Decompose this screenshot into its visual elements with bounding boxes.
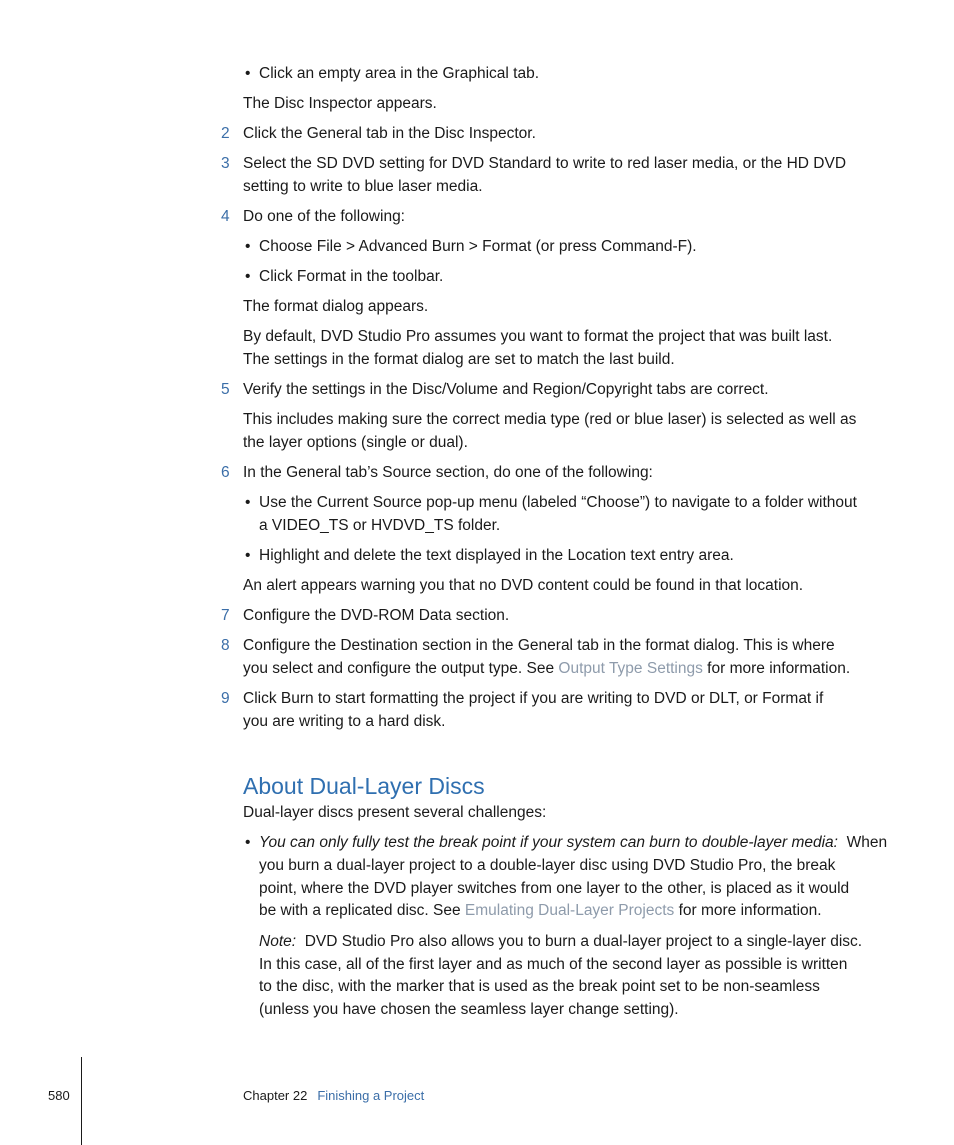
- step7-text: Configure the DVD-ROM Data section.: [243, 607, 510, 624]
- bullet-marker: •: [245, 268, 251, 285]
- step4-bullet: Choose File > Advanced Burn > Format (or press Command-F).: [259, 238, 697, 255]
- chapter-label: Chapter 22: [243, 1088, 308, 1103]
- section-bullet: you burn a dual-layer project to a double-layer disc using DVD Studio Pro, the break: [259, 857, 836, 874]
- section-intro: Dual-layer discs present several challenges:: [243, 804, 547, 821]
- step1-bullet: Click an empty area in the Graphical tab.: [259, 65, 539, 82]
- footer-chapter: [243, 1087, 424, 1105]
- section-bullet-italic: You can only fully test the break point if your system can burn to double-layer media:: [259, 834, 838, 851]
- step6-bullet: Use the Current Source pop-up menu (labeled “Choose”) to navigate to a folder without: [259, 494, 857, 511]
- note-text: In this case, all of the first layer and as much of the second layer as possible is written: [259, 956, 848, 973]
- emulating-dual-layer-link[interactable]: Emulating Dual-Layer Projects: [464, 902, 675, 919]
- step5-note: the layer options (single or dual).: [243, 434, 468, 451]
- bullet-marker: •: [245, 547, 251, 564]
- section-bullet-pre: be with a replicated disc. See: [259, 902, 465, 919]
- section-bullet: [259, 899, 822, 922]
- step-number: 6: [221, 464, 230, 481]
- note-text: DVD Studio Pro also allows you to burn a dual-layer project to a single-layer disc.: [304, 933, 863, 950]
- step5-text: Verify the settings in the Disc/Volume and Region/Copyright tabs are correct.: [243, 381, 769, 398]
- step5-note: This includes making sure the correct media type (red or blue laser) is selected as well as: [243, 411, 857, 428]
- step9-text: Click Burn to start formatting the project if you are writing to DVD or DLT, or Format if: [243, 690, 824, 707]
- step3-text: setting to write to blue laser media.: [243, 178, 483, 195]
- step-number: 3: [221, 155, 230, 172]
- step8-text: Configure the Destination section in the General tab in the format dialog. This is where: [243, 637, 835, 654]
- section-bullet-post: for more information.: [674, 902, 822, 919]
- step6-bullet: Highlight and delete the text displayed in the Location text entry area.: [259, 547, 734, 564]
- step-number: 8: [221, 637, 230, 654]
- note-text: to the disc, with the marker that is used as the break point set to be non-seamless: [259, 978, 820, 995]
- step8-text-post: for more information.: [702, 660, 851, 677]
- step8-text: [243, 657, 850, 680]
- step4-note: By default, DVD Studio Pro assumes you want to format the project that was built last.: [243, 328, 833, 345]
- step6-bullet: a VIDEO_TS or HVDVD_TS folder.: [259, 517, 501, 534]
- step4-note: The settings in the format dialog are set to match the last build.: [243, 351, 675, 368]
- step4-text: Do one of the following:: [243, 208, 405, 225]
- note-text: (unless you have chosen the seamless layer change setting).: [259, 1001, 679, 1018]
- step-number: 5: [221, 381, 230, 398]
- section-heading: About Dual-Layer Discs: [243, 773, 485, 799]
- step6-result: An alert appears warning you that no DVD content could be found in that location.: [243, 577, 804, 594]
- section-bullet: [259, 831, 887, 854]
- step-number: 9: [221, 690, 230, 707]
- step-number: 4: [221, 208, 230, 225]
- bullet-marker: •: [245, 494, 251, 511]
- chapter-title-link[interactable]: Finishing a Project: [317, 1088, 425, 1103]
- step2-text: Click the General tab in the Disc Inspector.: [243, 125, 536, 142]
- page-number: 580: [48, 1088, 70, 1103]
- section-bullet-text: When: [846, 834, 888, 851]
- output-type-settings-link[interactable]: Output Type Settings: [558, 660, 703, 677]
- step8-text-pre: you select and configure the output type. See: [243, 660, 559, 677]
- step-number: 7: [221, 607, 230, 624]
- step6-text: In the General tab’s Source section, do one of the following:: [243, 464, 653, 481]
- bullet-marker: •: [245, 65, 251, 82]
- bullet-marker: •: [245, 834, 251, 851]
- step4-bullet: Click Format in the toolbar.: [259, 268, 444, 285]
- section-bullet: point, where the DVD player switches from one layer to the other, is placed as it would: [259, 880, 850, 897]
- note-label: Note:: [259, 933, 297, 950]
- step4-result: The format dialog appears.: [243, 298, 429, 315]
- step1-result: The Disc Inspector appears.: [243, 95, 437, 112]
- step3-text: Select the SD DVD setting for DVD Standard to write to red laser media, or the HD DVD: [243, 155, 847, 172]
- step9-text: you are writing to a hard disk.: [243, 713, 446, 730]
- step-number: 2: [221, 125, 230, 142]
- footer-divider: [81, 1057, 82, 1145]
- bullet-marker: •: [245, 238, 251, 255]
- note: [259, 930, 862, 953]
